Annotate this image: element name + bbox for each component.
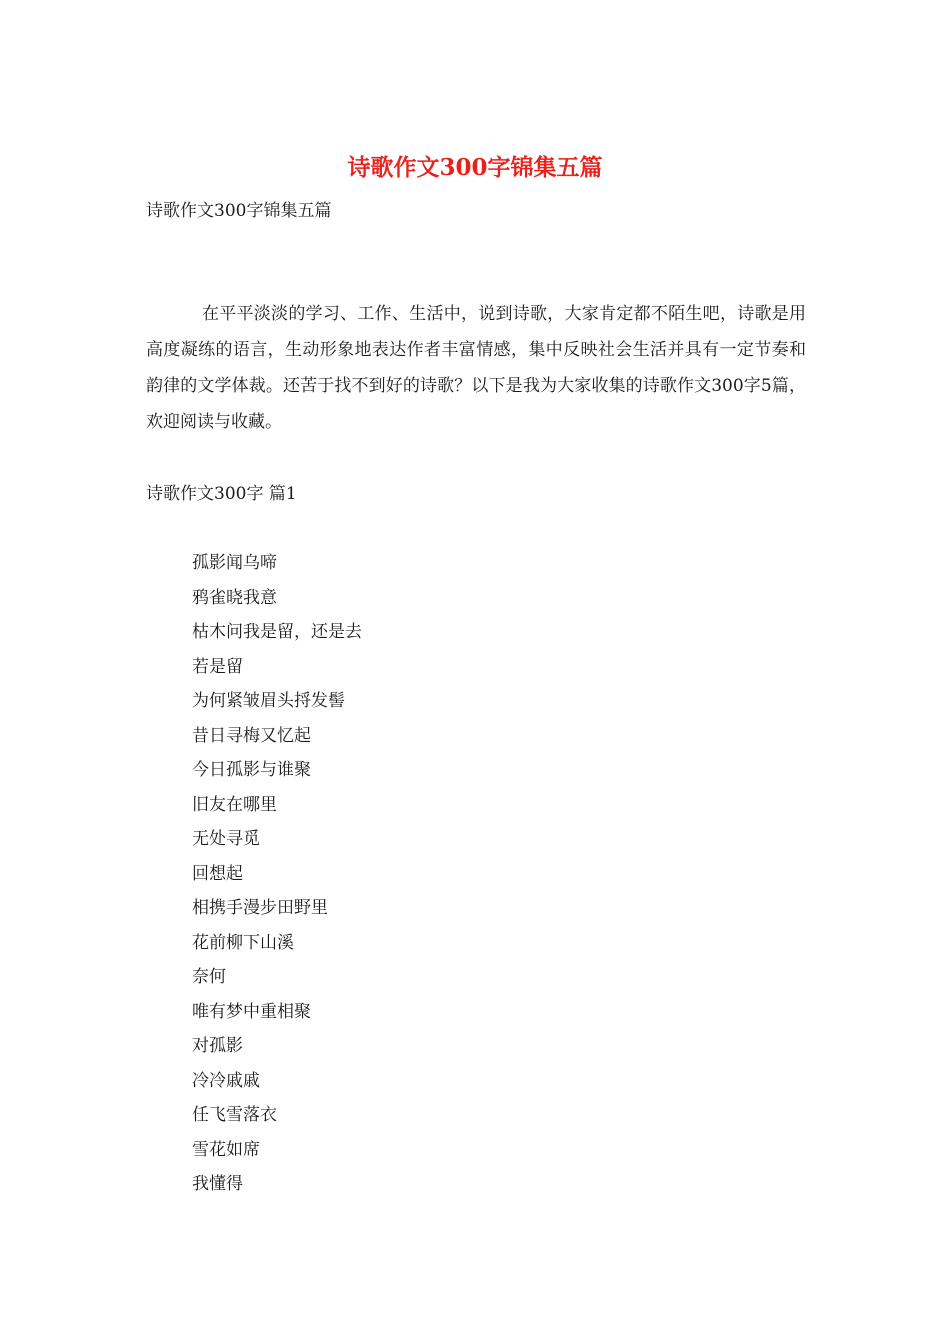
poem-lines [192,548,362,1204]
poem-line: 若是留 [192,656,243,677]
intro-paragraph: 在平平淡淡的学习、工作、生活中，说到诗歌，大家肯定都不陌生吧，诗歌是用高度凝练的语言，生动形象地表达作者丰富情感，集中反映社会生活并具有一定节奏和韵律的文学体裁。还苦于找不到好的诗歌？以下是我为大家收集的诗歌作文300字5篇，欢迎阅读与收藏。 [146,304,806,432]
poem-line: 旧友在哪里 [192,794,277,815]
document-subtitle: 诗歌作文300字锦集五篇 [146,201,332,221]
poem-line: 今日孤影与谁聚 [192,760,311,780]
poem-line: 奈何 [192,967,226,987]
poem-line: 回想起 [192,863,243,884]
poem-line: 花前柳下山溪 [192,932,294,953]
poem-line: 我懂得 [192,1174,243,1194]
section-heading: 诗歌作文300字 篇1 [146,484,297,504]
poem-line: 昔日寻梅又忆起 [192,725,311,746]
document-title: 诗歌作文300字锦集五篇 [347,154,603,181]
poem-line: 对孤影 [192,1036,243,1056]
poem-line: 孤影闻乌啼 [192,553,277,573]
poem-line: 唯有梦中重相聚 [192,1001,311,1022]
poem-line: 冷冷戚戚 [192,1070,260,1091]
poem-line: 为何紧皱眉头捋发髻 [192,691,345,711]
poem-line: 相携手漫步田野里 [192,898,328,918]
poem-line: 枯木问我是留，还是去 [192,622,362,642]
poem-line: 任飞雪落衣 [192,1105,277,1125]
poem-line: 无处寻觅 [192,829,260,849]
poem-line: 鸦雀晓我意 [192,587,277,608]
poem-line: 雪花如席 [192,1139,260,1160]
